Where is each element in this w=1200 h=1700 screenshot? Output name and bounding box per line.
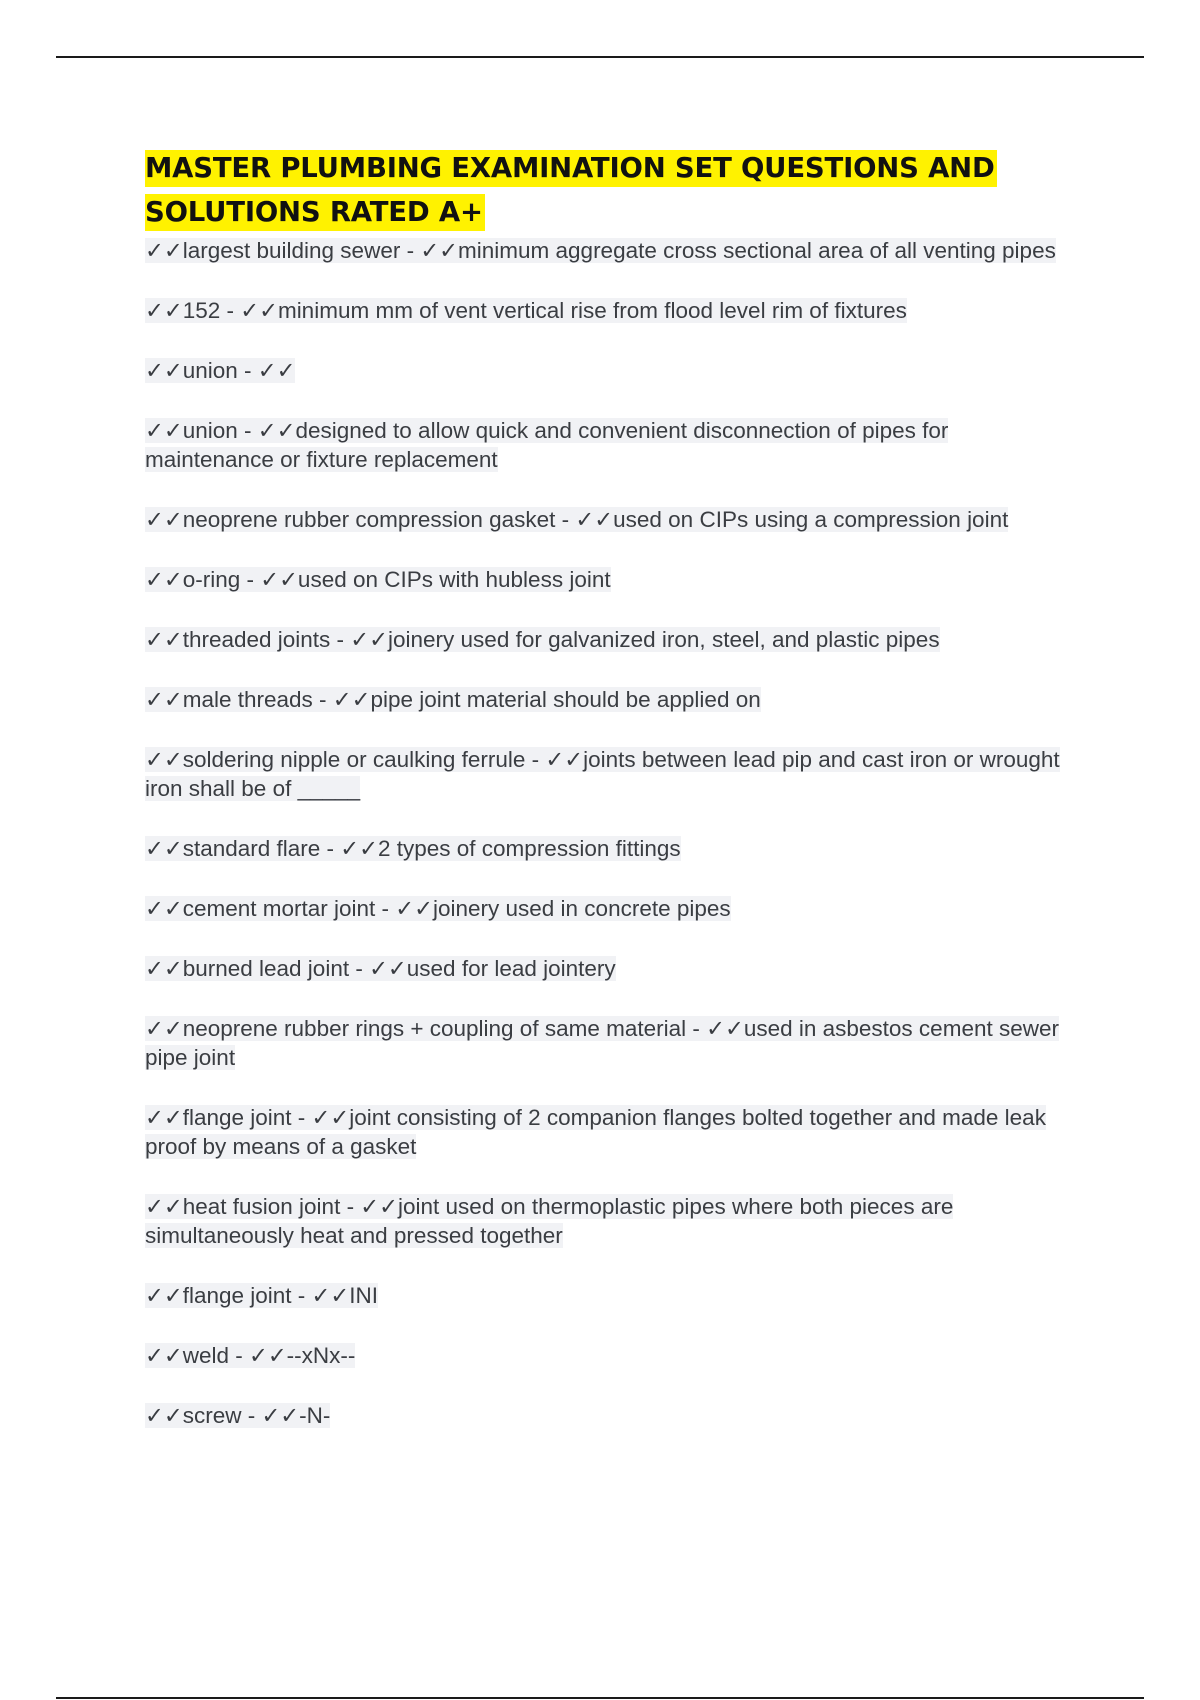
header-rule bbox=[56, 56, 1144, 58]
title-highlight: MASTER PLUMBING EXAMINATION SET QUESTIONS AND SOLUTIONS RATED A+ bbox=[145, 150, 997, 231]
qa-item bbox=[145, 1401, 1075, 1430]
qa-item-text: ✓✓soldering nipple or caulking ferrule - ✓✓joints between lead pip and cast iron or wrought iron shall be of _____ bbox=[145, 747, 1060, 801]
qa-item-text: ✓✓cement mortar joint - ✓✓joinery used in concrete pipes bbox=[145, 896, 731, 921]
footer-rule bbox=[56, 1697, 1144, 1699]
qa-item bbox=[145, 416, 1075, 474]
qa-item bbox=[145, 625, 1075, 654]
qa-item-text: ✓✓flange joint - ✓✓joint consisting of 2 companion flanges bolted together and made leak proof by means of a gasket bbox=[145, 1105, 1046, 1159]
qa-item bbox=[145, 685, 1075, 714]
qa-item-text: ✓✓male threads - ✓✓pipe joint material should be applied on bbox=[145, 687, 761, 712]
qa-item-text: ✓✓union - ✓✓designed to allow quick and convenient disconnection of pipes for maintenance or fixture replacement bbox=[145, 418, 949, 472]
qa-item bbox=[145, 1192, 1075, 1250]
qa-item bbox=[145, 236, 1075, 265]
qa-item-text: ✓✓flange joint - ✓✓INI bbox=[145, 1283, 378, 1308]
qa-item bbox=[145, 894, 1075, 923]
document-title bbox=[145, 146, 1075, 234]
qa-item-text: ✓✓threaded joints - ✓✓joinery used for galvanized iron, steel, and plastic pipes bbox=[145, 627, 940, 652]
qa-item-text: ✓✓largest building sewer - ✓✓minimum aggregate cross sectional area of all venting pipes bbox=[145, 238, 1056, 263]
qa-item-text: ✓✓union - ✓✓ bbox=[145, 358, 296, 383]
qa-item bbox=[145, 954, 1075, 983]
qa-item bbox=[145, 356, 1075, 385]
qa-list bbox=[145, 236, 1075, 1430]
qa-item bbox=[145, 296, 1075, 325]
qa-item-text: ✓✓standard flare - ✓✓2 types of compression fittings bbox=[145, 836, 681, 861]
qa-item-text: ✓✓neoprene rubber rings + coupling of same material - ✓✓used in asbestos cement sewer pipe joint bbox=[145, 1016, 1059, 1070]
qa-item-text: ✓✓heat fusion joint - ✓✓joint used on thermoplastic pipes where both pieces are simultaneously heat and pressed together bbox=[145, 1194, 954, 1248]
document-body bbox=[145, 146, 1075, 1461]
qa-item bbox=[145, 505, 1075, 534]
qa-item bbox=[145, 565, 1075, 594]
qa-item bbox=[145, 1014, 1075, 1072]
qa-item-text: ✓✓o-ring - ✓✓used on CIPs with hubless joint bbox=[145, 567, 611, 592]
qa-item bbox=[145, 745, 1075, 803]
qa-item-text: ✓✓neoprene rubber compression gasket - ✓✓used on CIPs using a compression joint bbox=[145, 507, 1009, 532]
qa-item bbox=[145, 1341, 1075, 1370]
qa-item-text: ✓✓152 - ✓✓minimum mm of vent vertical rise from flood level rim of fixtures bbox=[145, 298, 907, 323]
qa-item bbox=[145, 1281, 1075, 1310]
qa-item-text: ✓✓burned lead joint - ✓✓used for lead jointery bbox=[145, 956, 616, 981]
qa-item bbox=[145, 1103, 1075, 1161]
qa-item bbox=[145, 834, 1075, 863]
qa-item-text: ✓✓weld - ✓✓--xNx-- bbox=[145, 1343, 356, 1368]
qa-item-text: ✓✓screw - ✓✓-N- bbox=[145, 1403, 331, 1428]
